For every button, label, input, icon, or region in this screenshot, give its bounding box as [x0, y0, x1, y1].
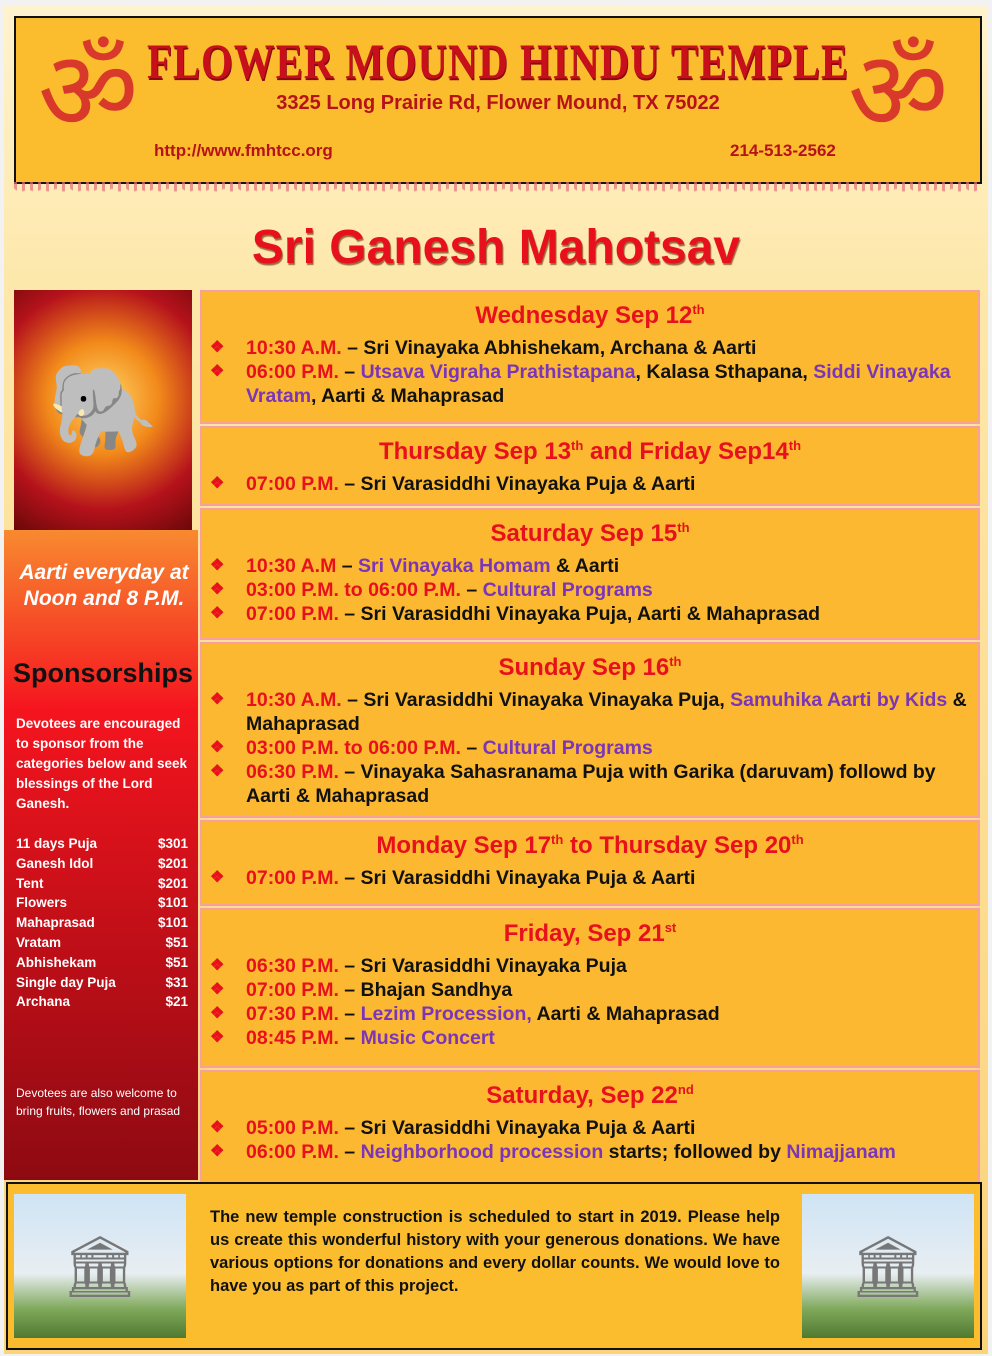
item-name: Mahaprasad — [16, 915, 95, 931]
price-row — [16, 854, 188, 874]
om-symbol-left: ॐ — [38, 27, 139, 155]
bullet-icon: ❖ — [210, 1119, 225, 1136]
schedule-item — [210, 760, 970, 808]
event-time: 10:30 A.M. — [246, 337, 342, 359]
bullet-icon: ❖ — [210, 869, 225, 886]
title-part: nd — [677, 1082, 694, 1097]
website-link[interactable]: http://www.fmhtcc.org — [154, 141, 333, 160]
schedule-item — [210, 978, 970, 1002]
item-text — [246, 760, 970, 808]
schedule-item — [210, 736, 970, 760]
item-text — [246, 978, 512, 1002]
schedule-item — [210, 688, 970, 736]
schedule-item — [210, 1116, 970, 1140]
title-part: th — [788, 438, 802, 453]
item-text — [246, 1140, 896, 1164]
item-price: $51 — [165, 934, 188, 950]
event-time: 06:00 P.M. — [246, 1141, 339, 1163]
highlighted-event: Siddi Vinayaka Vratam — [246, 361, 951, 407]
day-section — [200, 290, 980, 424]
bullet-icon: ❖ — [210, 1005, 225, 1022]
schedule-item — [210, 578, 970, 602]
offerings-note: Devotees are also welcome to bring fruits, flowers and prasad — [16, 1086, 181, 1118]
item-text — [246, 1026, 495, 1050]
temple-image-left: 🏛 — [14, 1194, 186, 1338]
highlighted-event: Samuhika Aarti by Kids — [730, 689, 948, 711]
highlighted-event: Music Concert — [360, 1027, 495, 1049]
item-text — [246, 688, 970, 736]
event-text: Aarti & Mahaprasad — [531, 1003, 720, 1025]
bullet-icon: ❖ — [210, 605, 225, 622]
item-text — [246, 736, 653, 760]
event-text: – — [338, 1003, 361, 1025]
schedule-item — [210, 866, 970, 890]
event-text: , Kalasa Sthapana, — [635, 361, 814, 383]
event-time: 07:00 P.M. — [246, 473, 339, 495]
title-part: th — [551, 832, 564, 847]
event-time: 08:45 P.M. — [246, 1027, 339, 1049]
day-section — [200, 820, 980, 906]
event-title: Sri Ganesh Mahotsav — [251, 221, 741, 274]
address: 3325 Long Prairie Rd, Flower Mound, TX 75022 — [276, 92, 720, 114]
price-row — [16, 953, 188, 973]
item-price: $301 — [157, 836, 188, 851]
item-price: $51 — [165, 954, 188, 970]
event-text: starts; followed by — [603, 1141, 787, 1163]
item-price: $101 — [157, 895, 188, 911]
highlighted-event: Utsava Vigraha Prathistapana — [360, 361, 636, 383]
schedule-item — [210, 954, 970, 978]
bullet-icon: ❖ — [210, 339, 225, 356]
event-time: 03:00 P.M. to 06:00 P.M. — [246, 737, 461, 759]
event-text: – — [336, 555, 358, 577]
bullet-icon: ❖ — [210, 1143, 225, 1160]
schedule-item — [210, 1002, 970, 1026]
event-text: – Vinayaka Sahasranama Puja with Garika (daruvam) followd by Aarti & Mahaprasad — [246, 761, 936, 807]
footer — [6, 1182, 982, 1350]
event-text: – Sri Vinayaka Abhishekam, Archana & Aarti — [341, 337, 757, 359]
title-part: Thursday Sep 13 — [378, 438, 572, 465]
sponsorship-intro: Devotees are encouraged to sponsor from the categories below and seek blessings of the Lord Ganesh. — [16, 716, 188, 811]
item-price: $201 — [157, 875, 188, 891]
event-text: , Aarti & Mahaprasad — [311, 385, 505, 407]
item-text — [246, 578, 653, 602]
schedule — [200, 290, 980, 1188]
header — [14, 16, 982, 184]
event-text: – — [460, 579, 483, 601]
title-part: Sunday Sep 16 — [498, 654, 670, 681]
ganesh-image: 🐘 — [14, 290, 192, 530]
event-time: 06:30 P.M. — [246, 955, 339, 977]
highlighted-event: Neighborhood procession — [360, 1141, 604, 1163]
event-text: – Sri Varasiddhi Vinayaka Puja & Aarti — [338, 1117, 696, 1139]
construction-note: The new temple construction is scheduled to start in 2019. Please help us create this wonderful history with your generous donations. We have various options for donations and every dollar counts. We would love to have you as part of this project. — [210, 1208, 780, 1295]
item-text — [246, 336, 756, 360]
event-text: – Sri Varasiddhi Vinayaka Puja & Aarti — [338, 867, 696, 889]
title-part: th — [692, 302, 705, 317]
event-text: – — [338, 1027, 361, 1049]
bullet-icon: ❖ — [210, 981, 225, 998]
title-part: Friday, Sep 21 — [503, 920, 665, 947]
schedule-item — [210, 472, 970, 496]
highlighted-event: Cultural Programs — [482, 737, 653, 759]
event-time: 03:00 P.M. to 06:00 P.M. — [246, 579, 461, 601]
item-text — [246, 1116, 695, 1140]
item-price: $101 — [157, 915, 188, 931]
item-name: 11 days Puja — [16, 836, 98, 851]
event-time: 10:30 A.M — [246, 555, 337, 577]
item-name: Abhishekam — [16, 954, 97, 970]
item-price: $31 — [165, 974, 188, 990]
event-text: – Sri Varasiddhi Vinayaka Puja & Aarti — [338, 473, 696, 495]
item-name: Vratam — [16, 934, 62, 950]
event-time: 07:00 P.M. — [246, 867, 339, 889]
item-name: Flowers — [16, 895, 68, 911]
temple-name: FLOWER MOUND HINDU TEMPLE — [147, 33, 849, 89]
title-part: th — [669, 654, 682, 669]
day-title — [210, 438, 970, 466]
schedule-item — [210, 554, 970, 578]
event-text: – Sri Varasiddhi Vinayaka Vinayaka Puja, — [341, 689, 731, 711]
event-text: & Mahaprasad — [246, 689, 967, 735]
flyer — [4, 6, 988, 1354]
sponsorships-heading: Sponsorships — [12, 658, 194, 688]
title-part: th — [791, 832, 804, 847]
highlighted-event: Sri Vinayaka Homam — [358, 555, 551, 577]
price-row — [16, 874, 188, 894]
om-symbol-right: ॐ — [848, 27, 949, 155]
bullet-icon: ❖ — [210, 363, 225, 380]
day-section — [200, 908, 980, 1068]
price-row — [16, 834, 188, 854]
bullet-icon: ❖ — [210, 1029, 225, 1046]
price-row — [16, 913, 188, 933]
event-time: 07:30 P.M. — [246, 1003, 339, 1025]
bullet-icon: ❖ — [210, 957, 225, 974]
item-text — [246, 1002, 720, 1026]
item-price: $201 — [157, 855, 188, 871]
decorative-border — [14, 182, 980, 210]
item-text — [246, 554, 619, 578]
schedule-item — [210, 336, 970, 360]
day-title — [210, 832, 970, 860]
day-title — [210, 920, 970, 948]
temple-image-right: 🏛 — [802, 1194, 974, 1338]
event-text: – — [338, 361, 361, 383]
title-part: th — [571, 438, 584, 453]
bullet-icon: ❖ — [210, 691, 225, 708]
event-time: 06:30 P.M. — [246, 761, 339, 783]
title-part: Monday Sep 17 — [376, 832, 552, 859]
price-row — [16, 992, 188, 1012]
title-part: Saturday Sep 15 — [490, 520, 678, 547]
item-name: Ganesh Idol — [16, 855, 94, 871]
day-title — [210, 654, 970, 682]
day-title — [210, 520, 970, 548]
price-row — [16, 973, 188, 993]
aarti-timing: Aarti everyday at Noon and 8 P.M. — [19, 561, 189, 610]
bullet-icon: ❖ — [210, 557, 225, 574]
event-text: – — [338, 1141, 361, 1163]
day-section — [200, 1070, 980, 1186]
title-part: to Thursday Sep 20 — [563, 832, 792, 859]
highlighted-event: Cultural Programs — [482, 579, 653, 601]
title-part: st — [664, 920, 677, 935]
event-time: 07:00 P.M. — [246, 979, 339, 1001]
item-text — [246, 866, 695, 890]
event-time: 06:00 P.M. — [246, 361, 339, 383]
schedule-item — [210, 1140, 970, 1164]
bullet-icon: ❖ — [210, 581, 225, 598]
day-section — [200, 642, 980, 818]
item-name: Single day Puja — [16, 974, 116, 990]
day-section — [200, 426, 980, 506]
day-title — [210, 1082, 970, 1110]
schedule-item — [210, 1026, 970, 1050]
item-text — [246, 602, 820, 626]
event-text: – Sri Varasiddhi Vinayaka Puja, Aarti & Mahaprasad — [338, 603, 821, 625]
item-text — [246, 954, 627, 978]
day-title — [210, 302, 970, 330]
bullet-icon: ❖ — [210, 475, 225, 492]
event-text: & Aarti — [550, 555, 620, 577]
item-text — [246, 472, 695, 496]
price-list — [16, 834, 188, 1012]
highlighted-event: Lezim Procession, — [360, 1003, 532, 1025]
item-text — [246, 360, 970, 408]
schedule-item — [210, 360, 970, 408]
price-row — [16, 893, 188, 913]
day-section — [200, 508, 980, 640]
event-time: 05:00 P.M. — [246, 1117, 339, 1139]
phone-number: 214-513-2562 — [730, 141, 836, 160]
title-part: th — [677, 520, 690, 535]
title-part: Wednesday Sep 12 — [475, 302, 693, 329]
schedule-item — [210, 602, 970, 626]
event-text: – — [460, 737, 483, 759]
item-name: Tent — [16, 875, 44, 891]
title-part: Saturday, Sep 22 — [486, 1082, 678, 1109]
price-row — [16, 933, 188, 953]
bullet-icon: ❖ — [210, 763, 225, 780]
event-time: 10:30 A.M. — [246, 689, 342, 711]
bullet-icon: ❖ — [210, 739, 225, 756]
highlighted-event: Nimajjanam — [786, 1141, 896, 1163]
title-part: and Friday Sep14 — [583, 438, 789, 465]
sponsorship-sidebar — [4, 530, 198, 1180]
event-time: 07:00 P.M. — [246, 603, 339, 625]
event-text: – Bhajan Sandhya — [338, 979, 513, 1001]
event-text: – Sri Varasiddhi Vinayaka Puja — [338, 955, 627, 977]
item-price: $21 — [165, 994, 188, 1010]
item-name: Archana — [16, 994, 71, 1010]
